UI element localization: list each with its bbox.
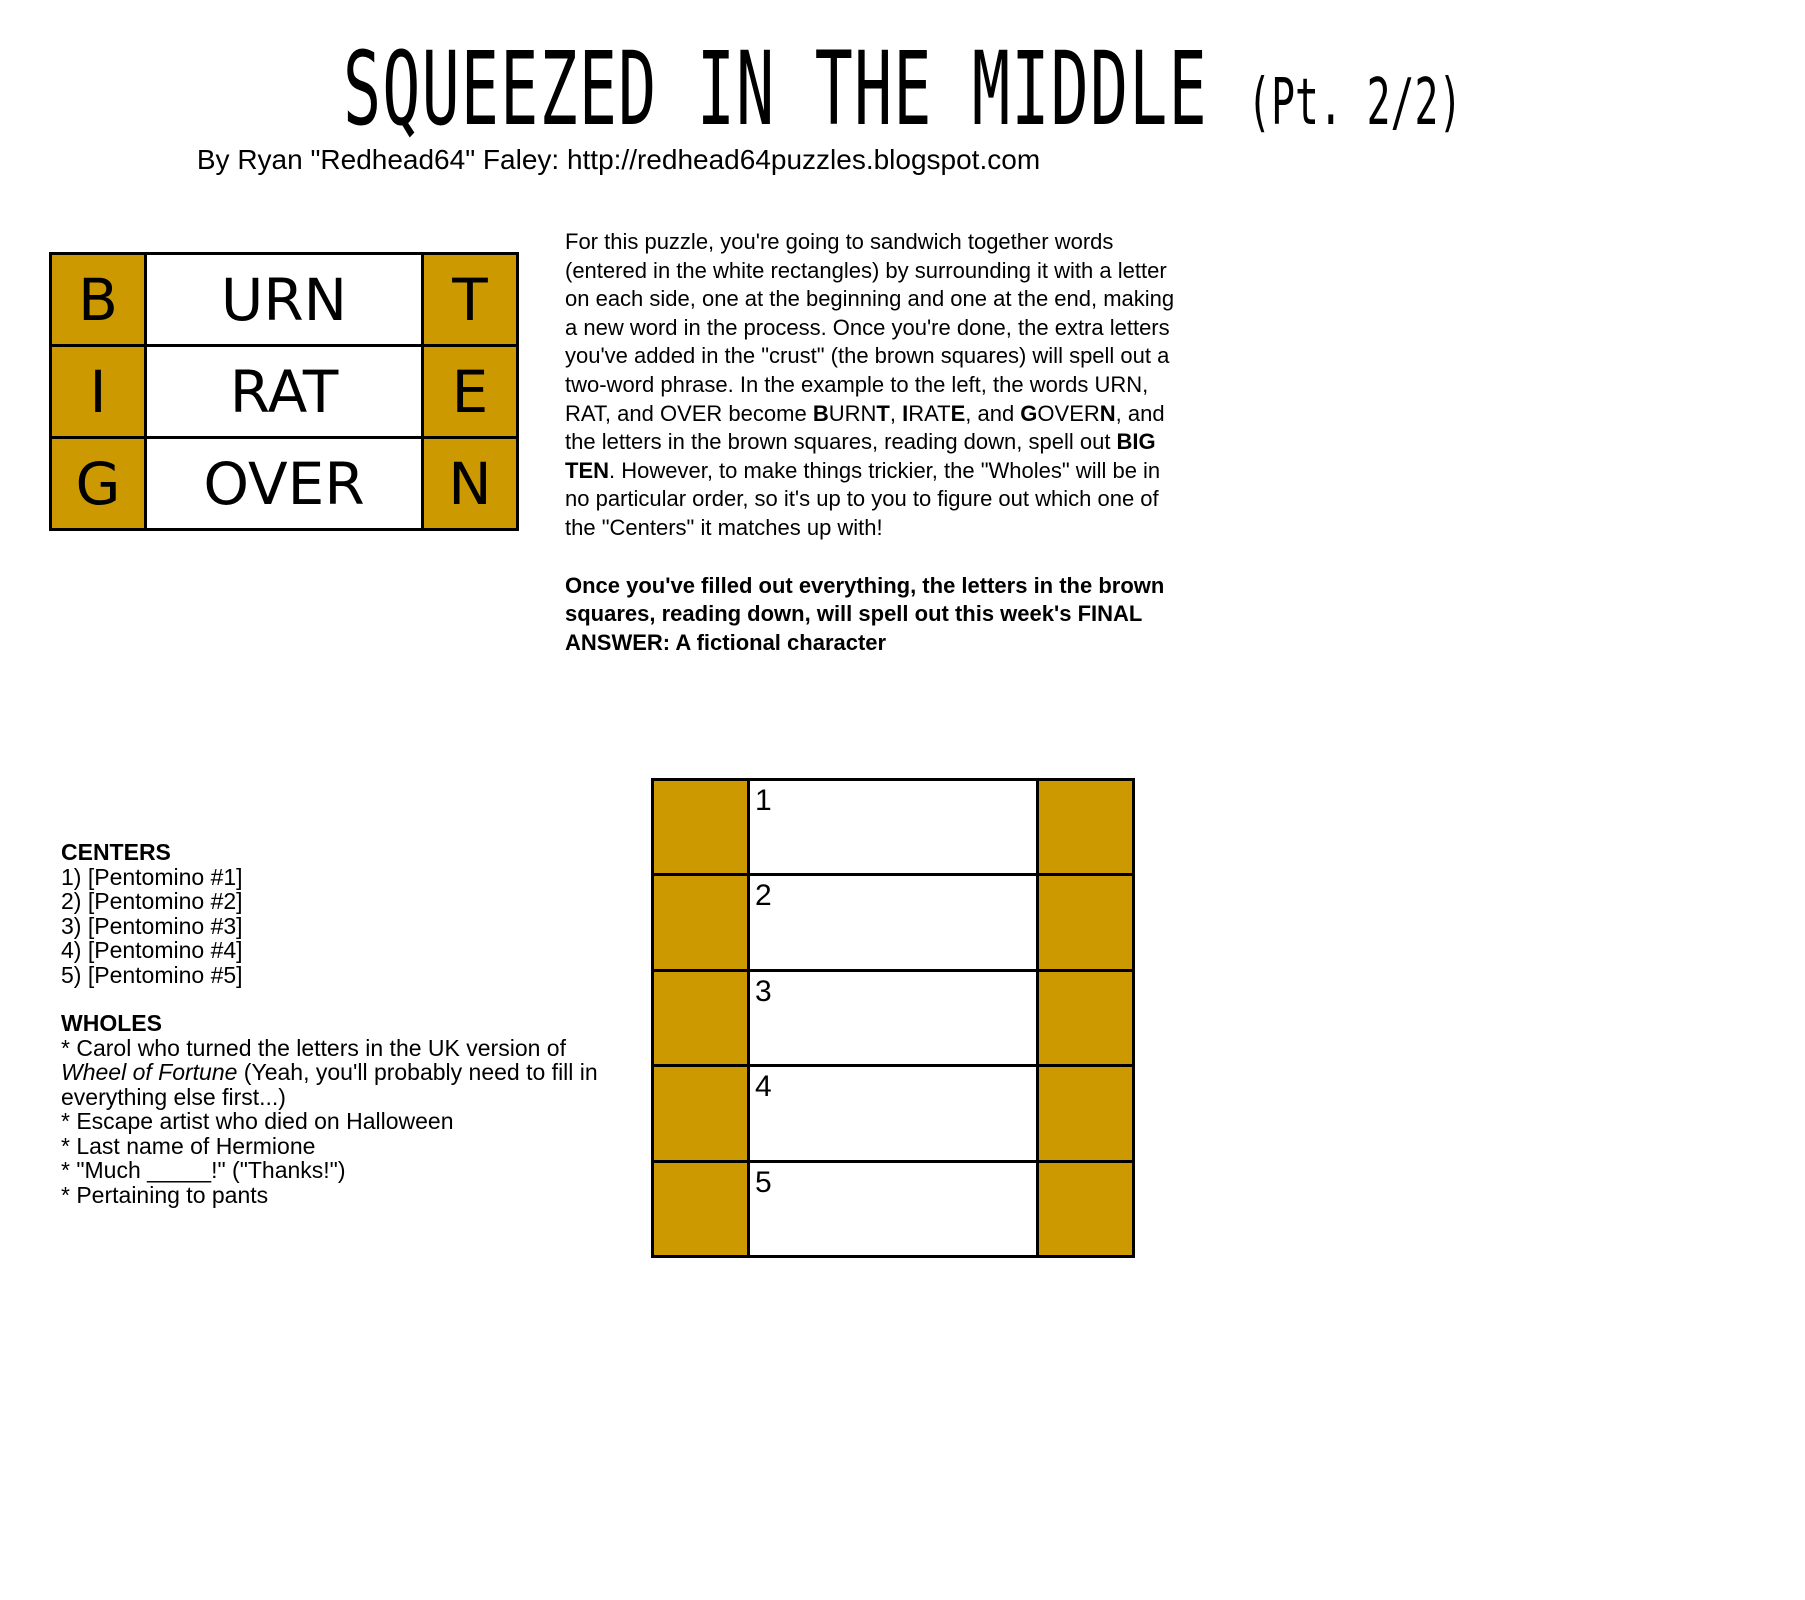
- answer-grid: [651, 778, 1135, 1258]
- crust-left-cell[interactable]: [654, 876, 747, 968]
- center-answer-cell[interactable]: [750, 781, 1036, 873]
- title-part: (Pt. 2/2): [1247, 66, 1463, 140]
- centers-heading: CENTERS: [61, 839, 171, 865]
- center-item: 4) [Pentomino #4]: [61, 937, 243, 963]
- example-crust-left: I: [52, 347, 144, 436]
- example-center: RAT: [147, 347, 421, 436]
- wholes-heading: WHOLES: [61, 1010, 162, 1036]
- example-crust-right: T: [424, 255, 516, 344]
- clues: [61, 840, 621, 1207]
- example-table: [49, 252, 519, 531]
- center-item: 3) [Pentomino #3]: [61, 912, 243, 939]
- row-number: 5: [755, 1165, 772, 1199]
- byline: By Ryan "Redhead64" Faley: http://redhead64puzzles.blogspot.com: [196, 144, 1041, 175]
- center-item: 2) [Pentomino #2]: [61, 888, 243, 914]
- example-crust-left: G: [52, 439, 144, 528]
- whole-item: * Escape artist who died on Halloween: [61, 1108, 454, 1134]
- row-number: 3: [755, 974, 772, 1008]
- instructions-paragraph: For this puzzle, you're going to sandwich together words (entered in the white rectangles) by surrounding it with a letter on each side, one at the beginning and one at the end, making a new word in the process. Once you're done, the extra letters you've added in the "crust" (the brown squares) will spell out a two-word phrase. In the example to the left, the words URN, RAT, and OVER become BURNT, IRATE, and GOVERN, and the letters in the brown squares, reading down, spell out BIG TEN. However, to make things trickier, the "Wholes" will be in no particular order, so it's up to you to figure out which one of the "Centers" it matches up with!: [565, 229, 1175, 540]
- title: [0, 30, 1463, 155]
- instructions: [565, 228, 1185, 657]
- row-number: 1: [755, 784, 772, 817]
- example-crust-left: B: [52, 255, 144, 344]
- center-answer-cell[interactable]: [750, 1067, 1036, 1159]
- crust-right-cell[interactable]: [1039, 781, 1132, 873]
- center-answer-cell[interactable]: [750, 1163, 1036, 1255]
- whole-item: * Carol who turned the letters in the UK version of Wheel of Fortune (Yeah, you'll probably need to fill in everything else first...): [61, 1034, 598, 1110]
- row-number: 4: [755, 1070, 772, 1104]
- crust-left-cell[interactable]: [654, 1067, 747, 1159]
- crust-right-cell[interactable]: [1039, 876, 1132, 968]
- example-crust-right: E: [424, 347, 516, 436]
- example-crust-right: N: [424, 439, 516, 528]
- crust-right-cell[interactable]: [1039, 972, 1132, 1064]
- final-answer-instruction: Once you've filled out everything, the letters in the brown squares, reading down, will spell out this week's FINAL ANSWER: A fictional character: [565, 572, 1165, 655]
- crust-left-cell[interactable]: [654, 781, 747, 873]
- center-answer-cell[interactable]: [750, 876, 1036, 968]
- whole-item: * Pertaining to pants: [61, 1181, 269, 1208]
- whole-item: * "Much _____!" ("Thanks!"): [61, 1157, 346, 1183]
- title-main: SQUEEZED IN THE MIDDLE: [342, 30, 1208, 149]
- center-item: 1) [Pentomino #1]: [61, 863, 243, 890]
- example-center: OVER: [147, 439, 421, 528]
- crust-left-cell[interactable]: [654, 1163, 747, 1255]
- whole-item: * Last name of Hermione: [61, 1132, 316, 1159]
- centers-list: [61, 865, 621, 988]
- wholes-list: [61, 1036, 621, 1208]
- crust-left-cell[interactable]: [654, 972, 747, 1064]
- crust-right-cell[interactable]: [1039, 1163, 1132, 1255]
- example-center: URN: [147, 255, 421, 344]
- crust-right-cell[interactable]: [1039, 1067, 1132, 1159]
- center-answer-cell[interactable]: [750, 972, 1036, 1064]
- center-item: 5) [Pentomino #5]: [61, 961, 243, 988]
- row-number: 2: [755, 879, 772, 913]
